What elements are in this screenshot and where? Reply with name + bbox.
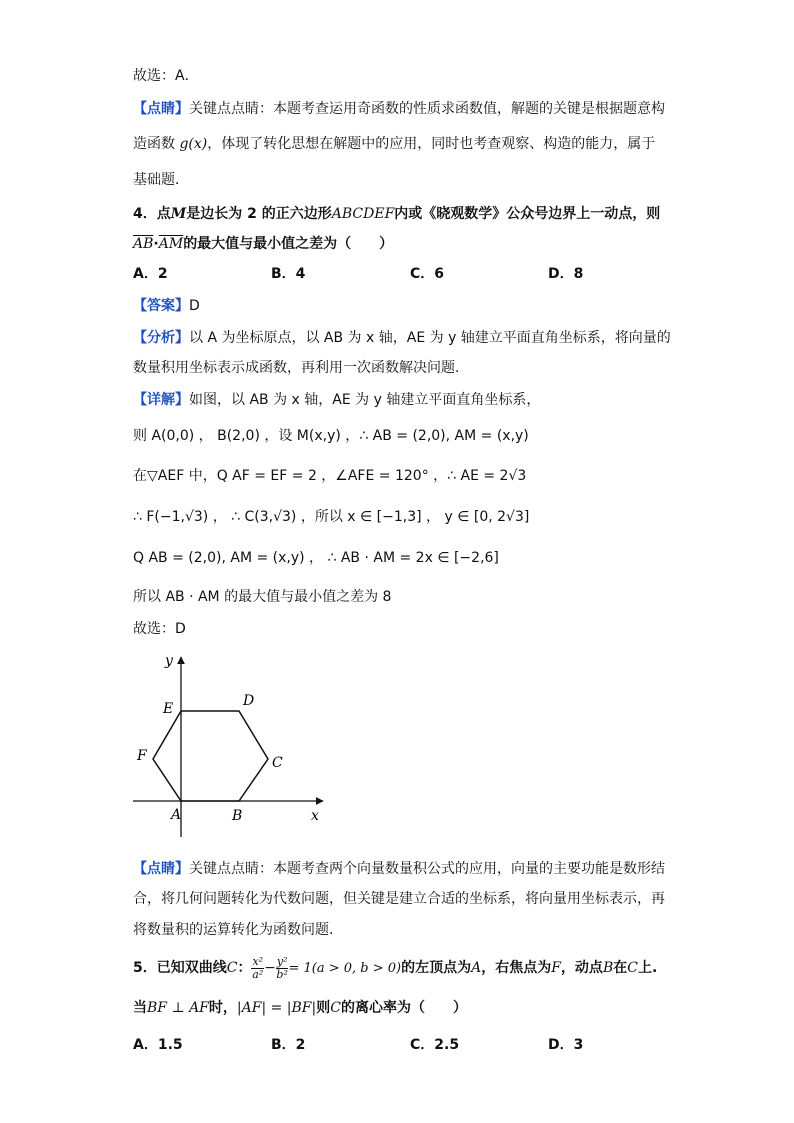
q5-text: 上. xyxy=(637,960,658,976)
answer-tag: 【答案】 xyxy=(133,298,189,314)
q4-option-a: A．2 xyxy=(133,266,168,282)
q4-comment-2: 合，将几何问题转化为代数问题，但关键是建立合适的坐标系，将向量用坐标表示，再 xyxy=(133,891,665,907)
q4-text: 的最大值与最小值之差为（ ） xyxy=(183,236,394,252)
q4-answer-line: 故选：D xyxy=(133,621,186,637)
detail-text: 如图，以 AB 为 x 轴，AE 为 y 轴建立平面直角坐标系， xyxy=(189,392,541,408)
math-C: C xyxy=(627,960,638,976)
hexagon-figure xyxy=(125,645,335,840)
q4-detail-6: 所以 AB · AM 的最大值与最小值之差为 8 xyxy=(133,589,392,605)
q4-comment-3: 将数量积的运算转化为函数问题. xyxy=(133,922,334,938)
label-F: F xyxy=(137,748,147,764)
q4-detail-1 xyxy=(133,390,540,410)
q4-option-d: D．8 xyxy=(548,266,584,282)
q4-stem-line-2 xyxy=(133,234,393,254)
answer-value: D xyxy=(189,298,200,314)
q5-text: 则 xyxy=(316,1000,331,1016)
math-fn: g xyxy=(179,136,189,152)
math-M: M xyxy=(170,206,187,222)
q5-option-c: C．2.5 xyxy=(410,1037,460,1053)
comment-line-1 xyxy=(133,99,665,119)
frac-numerator: y² xyxy=(276,954,288,968)
label-E: E xyxy=(163,701,174,717)
label-y: y xyxy=(165,653,173,669)
q4-option-c: C．6 xyxy=(410,266,445,282)
q5-text: ： xyxy=(237,960,252,976)
comment-line-3: 基础题． xyxy=(133,172,189,188)
dot-operator: · xyxy=(153,236,159,252)
minus-sign: − xyxy=(264,960,276,976)
q4-answer xyxy=(133,296,200,316)
label-A: A xyxy=(171,807,182,823)
q4-detail-3: 在▽AEF 中，Q AF = EF = 2 ，∠AFE = 120° ，∴ AE = 2√3 xyxy=(133,468,527,484)
label-C: C xyxy=(272,755,283,771)
comment-tag: 【点睛】 xyxy=(133,861,189,877)
q4-analysis-2: 数量积用坐标表示成函数，再利用一次函数解决问题. xyxy=(133,360,460,376)
q5-option-d: D．3 xyxy=(548,1037,584,1053)
q5-option-a: A．1.5 xyxy=(133,1037,183,1053)
label-B: B xyxy=(232,808,243,824)
fraction-x2-a2 xyxy=(251,956,264,981)
q4-analysis-1 xyxy=(133,328,671,348)
hexagon-shape xyxy=(153,711,268,801)
vector-AB: $\overline{AB}$ xyxy=(133,236,154,252)
comment-tag: 【点睛】 xyxy=(133,101,189,117)
q5-text: 5．已知双曲线 xyxy=(133,960,227,976)
analysis-tag: 【分析】 xyxy=(133,330,189,346)
q4-detail-5: Q AB = (2,0), AM = (x,y) ， ∴ AB · AM = 2x ∈ [−2,6] xyxy=(133,550,499,566)
q5-text: 在 xyxy=(613,960,628,976)
math-abs-eq: |AF| = |BF| xyxy=(236,1000,317,1016)
q5-option-b: B．2 xyxy=(271,1037,306,1053)
q5-text: 的左顶点为 xyxy=(401,960,472,976)
label-x: x xyxy=(311,808,319,824)
q4-text: 内或《晓观数学》公众号边界上一动点，则 xyxy=(394,206,661,222)
fraction-y2-b2 xyxy=(276,956,289,981)
math-A: A xyxy=(471,960,482,976)
q5-text: 的离心率为（ ） xyxy=(340,1000,467,1016)
detail-tag: 【详解】 xyxy=(133,392,189,408)
q5-text: ，右焦点为 xyxy=(481,960,552,976)
math-C: C xyxy=(226,960,238,976)
comment-line-2 xyxy=(133,134,655,154)
frac-numerator: x² xyxy=(252,954,264,968)
math-B: B xyxy=(602,960,614,976)
q4-stem-line-1 xyxy=(133,204,660,224)
q4-detail-2: 则 A(0,0) ， B(2,0) ，设 M(x,y) ，∴ AB = (2,0), AM = (x,y) xyxy=(133,428,529,444)
q4-option-b: B．4 xyxy=(271,266,306,282)
math-hexagon: ABCDEF xyxy=(331,206,395,222)
analysis-text: 以 A 为坐标原点，以 AB 为 x 轴，AE 为 y 轴建立平面直角坐标系，将向量的 xyxy=(189,330,671,346)
q4-text: 4．点 xyxy=(133,206,171,222)
frac-denominator: a² xyxy=(252,967,264,981)
q5-text: 当 xyxy=(133,1000,147,1016)
frac-denominator: b² xyxy=(276,967,288,981)
q5-stem-line-2 xyxy=(133,998,467,1018)
q4-detail-4: ∴ F(−1,√3) ， ∴ C(3,√3) ，所以 x ∈ [−1,3] ， y ∈ [0, 2√3] xyxy=(133,509,530,525)
vector-AM: $\overline{AM}$ xyxy=(158,236,184,252)
q5-text: ，动点 xyxy=(560,960,603,976)
math-condition: = 1(a > 0, b > 0) xyxy=(288,961,402,976)
math-F: F xyxy=(551,960,561,976)
math-arg: (x) xyxy=(188,136,208,152)
q4-text: 是边长为 2 的正六边形 xyxy=(186,206,332,222)
answer-line-3: 故选：A． xyxy=(133,68,199,84)
math-perp: BF ⊥ AF xyxy=(147,1000,209,1016)
comment-text: 关键点点睛：本题考查运用奇函数的性质求函数值，解题的关键是根据题意构 xyxy=(189,101,665,117)
q5-stem-line-1 xyxy=(133,955,657,981)
q5-text: 时， xyxy=(208,1000,237,1016)
comment-text: 关键点点睛：本题考查两个向量数量积公式的应用，向量的主要功能是数形结 xyxy=(189,861,665,877)
comment-text: ，体现了转化思想在解题中的应用，同时也考查观察、构造的能力，属于 xyxy=(207,136,656,152)
comment-text: 造函数 xyxy=(133,136,175,152)
label-D: D xyxy=(243,693,255,709)
math-C: C xyxy=(330,1000,341,1016)
q4-comment-1 xyxy=(133,859,665,879)
